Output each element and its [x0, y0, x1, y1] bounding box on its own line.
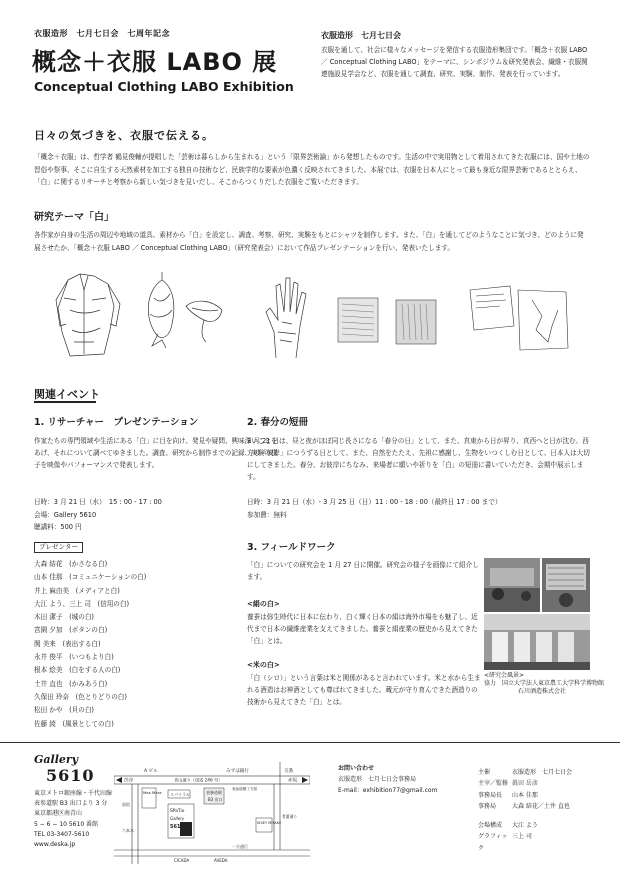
rice-heading: <米の白> — [247, 661, 280, 669]
event-3-intro: 「白」についての研究会を 1 月 27 日に開催。研究会の様子を画像にて紹介します。 — [247, 561, 479, 581]
map-label: Gallery — [170, 816, 185, 821]
credit-role: 主宰／監修 — [478, 780, 509, 788]
silk-body: 養蚕は弥生時代に日本に伝わり、白く輝く日本の絹は海外市場をも魅了し、近代まで日本の繊維産業を支えてきました。養蚕と絹産業の歴史から見えてきた「白」とは。 — [247, 613, 478, 645]
event-1-body: 作家たちの専門領域や生活にある「白」に目を向け、発見や疑問、興味深いことをあげ、それについて調べてゆきました。調査、研究から制作までの記録、実験の様子を映像やパフォーマンスで発表します。 — [34, 437, 278, 469]
event-2-date: 日時：3 月 21 日（水）- 3 月 25 日（日）11 : 00 - 18 : 00（最終日 17 : 00 まで） — [247, 498, 502, 506]
presenter-item: 大森 結花 (かさなる白) — [34, 560, 108, 568]
address-line[interactable]: www.deska.jp — [34, 841, 76, 849]
silk-heading: <絹の白> — [247, 600, 280, 608]
address-line: TEL 03-3407-5610 — [34, 830, 90, 838]
presenter-item: 永井 俊平 (いつもより白) — [34, 653, 114, 662]
organization-heading: 衣服造形 七月七日会 — [321, 31, 401, 40]
presenter-item: 山本 佳那 (コミュニケーションの白) — [34, 573, 147, 582]
credit-row — [478, 831, 572, 854]
photo-credit-2: 石川酒造株式会社 — [518, 688, 567, 695]
presenter-item: 佐藤 綾 (風景としての白) — [34, 719, 114, 728]
footer-divider — [0, 742, 620, 743]
map-label: ISSEY MIYAKE — [257, 821, 282, 825]
credit-role: 主催 — [478, 769, 491, 776]
presenter-item: 木田 潔子 (城の白) — [34, 613, 94, 622]
credit-name: 衣服造形 七月七日会 — [512, 769, 573, 776]
presenter-item: 宮園 夕加 (ボタンの白) — [34, 626, 108, 635]
theme-paragraph: 各作家が自身の生活の周辺や地域の道具、素材から「白」を設定し、調査、考察、研究、実験をもとにシャツを制作します。また、「白」を通してどのようなことに気づき、どのように発展させたか、「概念＋衣服 LABO ／ Conceptual Clothing LABO」（研究発表会）において作品プレゼンテーションを行い、発表いたします。 — [34, 231, 584, 252]
credit-row — [478, 820, 572, 831]
presenter-item: 土井 直也 (かみあう白) — [34, 679, 108, 688]
presenter-item: 久保田 玲奈 (色とりどりの白) — [34, 692, 127, 701]
contact-email[interactable]: E-mail：exhibition77@gmail.com — [338, 787, 438, 794]
photo-sake-brewery — [484, 614, 590, 670]
sketch-map-shape — [512, 286, 574, 354]
credit-name: 山本 佳那 — [512, 791, 538, 799]
credit-role: 会場構成 — [478, 822, 503, 830]
address-line: 東京都港区南青山 — [34, 810, 83, 818]
event-2-body: 3 月 21 日は、昼と夜がほぼ同じ長さになる「春分の日」として、また、真東から日が昇り、真西へと日が沈む、西方の「彼岸」につうずる日として、また、自然をたたえ、先祖に感謝し、生物をいつくしむ日として、日本人は大切にしてきました。春分、お彼岸にちなみ、来場者に願いや祈りを「白」の短冊に書いていただき、会期中展示します。 — [247, 437, 590, 481]
credit-row — [478, 801, 572, 812]
map-label: みずほ銀行 — [226, 769, 249, 774]
event-1-fee: 聴講料：500 円 — [34, 523, 82, 531]
gallery-logo-word: Gallery — [34, 753, 79, 766]
events-heading: 関連イベント — [34, 388, 100, 401]
map-label: 骨董通り — [282, 814, 298, 819]
presenter-item: 根本 絵美 (白をする人の白) — [34, 666, 121, 675]
credit-row — [478, 790, 572, 801]
presenter-item: 松田 かや (貝の白) — [34, 706, 94, 715]
presenter-list — [34, 558, 146, 731]
map-label: スパイラル — [170, 792, 190, 797]
address-line: 5 − 6 − 10 5610 番館 — [34, 820, 99, 828]
contact-title: お問い合わせ — [338, 765, 375, 772]
map-label: 青山通り（国道 246 号） — [174, 777, 223, 783]
event-2-fee: 参加費：無料 — [247, 511, 287, 519]
map-label: 原宿 — [122, 802, 130, 807]
map-label: SPaTio — [170, 809, 185, 814]
page-title: 概念＋衣服 LABO 展 — [32, 48, 278, 76]
contact-org: 衣服造形 七月七日会事務局 — [338, 776, 417, 783]
map-label: 5610 — [170, 824, 184, 830]
presenter-item: 井上 麻由美 (メディアと白) — [34, 586, 120, 595]
map-label: 一方通行 — [232, 844, 248, 849]
map-label: AVEDA — [214, 858, 228, 863]
sketch-jacket — [50, 270, 122, 360]
credit-name: 大森 結花／土井 直也 — [512, 802, 570, 810]
address-line: 表参道駅 B3 出口より 3 分 — [34, 800, 108, 808]
section-heading: 日々の気づきを、衣服で伝える。 — [34, 129, 214, 142]
presenter-item: 大江 よう、三上 司 (信用の白) — [34, 599, 130, 608]
credit-row — [478, 778, 572, 789]
organization-description: 衣服を通して、社会に様々なメッセージを発信する衣服造形集団です。「概念＋衣服 LABO ／ Conceptual Clothing LABO」をテーマに、シンポジウム＆研究発表会、繊維・衣服関連施設見学会など、衣服を通して調査、研究、実験、制作、発表を行っています。 — [321, 46, 588, 78]
map-label: B3 出口 — [208, 797, 223, 802]
map-label: Max Mara — [143, 790, 162, 795]
sketch-texture-1 — [336, 296, 380, 344]
gallery-address — [34, 789, 112, 850]
map-label: 表参道駅 — [206, 790, 222, 795]
credit-role: 事務局長 — [478, 791, 503, 799]
map-label: 赤坂 — [288, 778, 298, 784]
event-1-date: 日時：3 月 21 日（水） 15 : 00 - 17 : 00 — [34, 498, 162, 506]
photo-credit-1: 協力 国立大学法人東京農工大学科学博物館 — [484, 680, 605, 687]
exhibition-tagline: 衣服造形 七月七日会 七周年記念 — [34, 29, 170, 38]
map-label: 六本木 — [122, 828, 134, 833]
credit-name: 眞田 岳彦 — [512, 780, 538, 788]
credit-name: 大江 よう — [512, 822, 538, 830]
rice-body: 「白（シロ）」という言葉は米と関係があると言われています。米と水から生まれる酒造はお神酒としても尊ばれてきました。蔵元が守り育んできた酒造りの技術から見えてきた「白」とは。 — [247, 674, 481, 706]
map-label: 表参道横丁方面 — [232, 787, 258, 791]
photo-workshop — [484, 558, 540, 612]
sketch-hand — [262, 272, 312, 360]
event-1-title: 1. リサーチャー プレゼンテーション — [34, 417, 199, 428]
contact-block — [338, 763, 437, 796]
sketch-texture-2 — [394, 298, 438, 346]
credits-block — [478, 767, 572, 854]
map-label: 交番 — [284, 769, 294, 774]
access-map — [114, 762, 310, 864]
credit-name: 三上 司 — [512, 833, 532, 841]
event-3-title: 3. フィールドワーク — [247, 542, 336, 553]
credit-role: グラフィック — [478, 833, 508, 852]
map-label: CICADA — [174, 858, 190, 863]
heading-underline — [34, 401, 96, 403]
credit-row — [478, 767, 572, 778]
presenter-label: プレゼンター — [34, 542, 83, 553]
event-2-title: 2. 春分の短冊 — [247, 417, 309, 428]
map-label: A ビル — [144, 769, 158, 774]
page-subtitle: Conceptual Clothing LABO Exhibition — [34, 79, 294, 94]
sketch-cocoon — [140, 270, 182, 350]
credit-spacer — [478, 812, 572, 820]
photo-caption: <研究会風景> — [484, 672, 525, 679]
photo-loom — [542, 558, 590, 612]
presenter-item: 関 美来 (表出する白) — [34, 639, 101, 648]
credit-role: 事務局 — [478, 802, 497, 810]
gallery-logo-number: 5610 — [46, 766, 95, 785]
sketch-leaf — [182, 296, 226, 346]
theme-heading: 研究テーマ「白」 — [34, 212, 114, 223]
event-1-venue: 会場：Gallery 5610 — [34, 511, 97, 519]
map-label: 渋谷 — [124, 778, 134, 784]
address-line: 東京メトロ銀座線・千代田線 — [34, 790, 113, 797]
intro-paragraph: 「概念＋衣服」は、哲学者 鶴見俊輔が提唱した「芸術は暮らしから生まれる」という「限界芸術論」から発想したものです。生活の中で実用物として着用されてきた衣服には、国や土地の習俗や祭事、そこに自生する天然素材を加工する独自の技術など、民族学的な要素が色濃く反映されてきました。本展では、衣服を日本人にとって最も身近な限界芸術であるととらえ、「白」に関するリサーチと考察から新しい気づきを見いだし、そこからつくりだした衣服をご覧いただきます。 — [34, 153, 590, 186]
